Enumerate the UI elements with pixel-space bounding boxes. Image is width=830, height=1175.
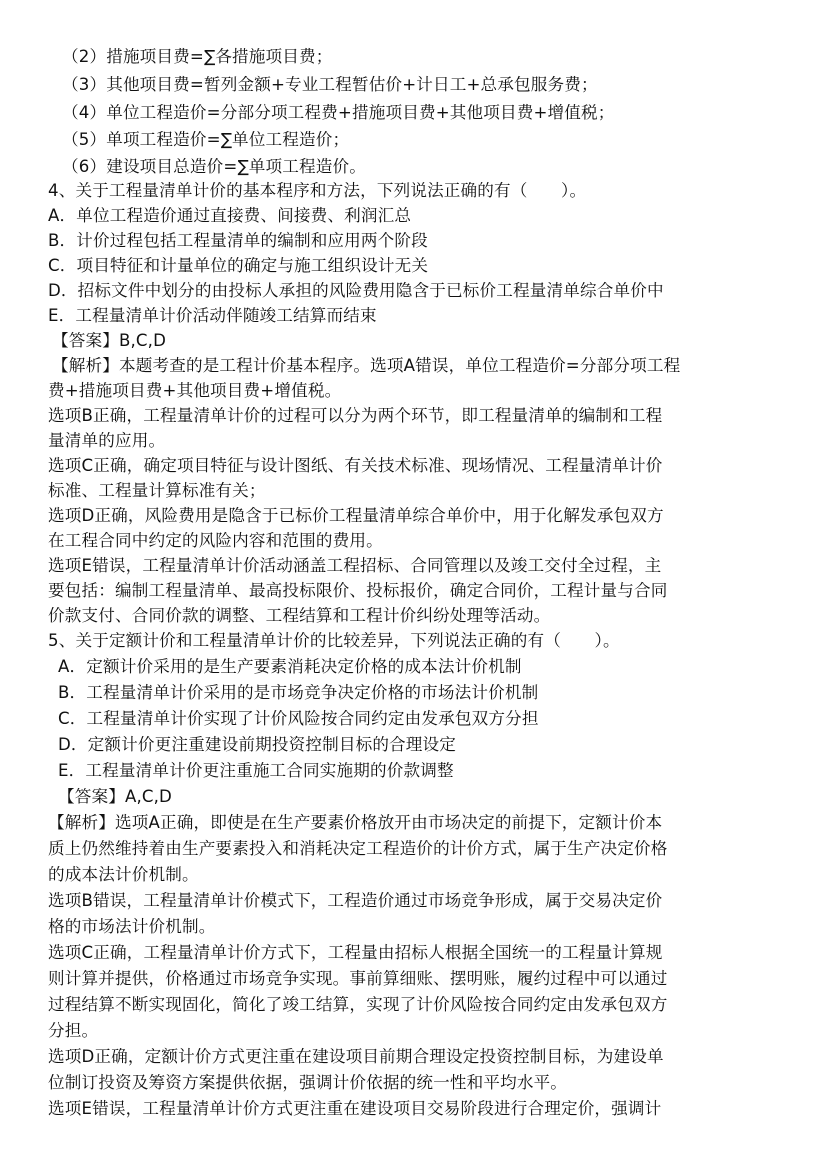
- analysis-line: 质上仍然维持着由生产要素投入和消耗决定工程造价的计价方式，属于生产决定价格: [48, 839, 668, 858]
- analysis-line: 位制订投资及筹资方案提供依据，强调计价依据的统一性和平均水平。: [48, 1073, 568, 1092]
- question-4-option-a: A．单位工程造价通过直接费、间接费、利润汇总: [48, 206, 412, 225]
- analysis-line: 选项C正确，工程量清单计价方式下，工程量由招标人根据全国统一的工程量计算规: [48, 943, 663, 962]
- question-5-answer: 【答案】A,C,D: [58, 787, 172, 806]
- analysis-line: 选项D正确，风险费用是隐含于已标价工程量清单综合单价中，用于化解发承包双方: [48, 506, 664, 525]
- question-4-option-b: B．计价过程包括工程量清单的编制和应用两个阶段: [48, 231, 428, 250]
- analysis-line: 选项E错误，工程量清单计价方式更注重在建设项目交易阶段进行合理定价，强调计: [48, 1099, 662, 1118]
- analysis-line: 分担。: [48, 1021, 99, 1040]
- analysis-line: 价款支付、合同价款的调整、工程结算和工程计价纠纷处理等活动。: [48, 606, 551, 625]
- analysis-line: 量清单的应用。: [48, 431, 166, 450]
- analysis-line: 标准、工程量计算标准有关；: [48, 481, 266, 500]
- text-line: （3）其他项目费=暂列金额+专业工程暂估价+计日工+总承包服务费；: [62, 75, 598, 94]
- text-line: （6）建设项目总造价=∑单项工程造价。: [62, 157, 366, 176]
- analysis-line: 格的市场法计价机制。: [48, 917, 216, 936]
- question-4-option-d: D．招标文件中划分的由投标人承担的风险费用隐含于已标价工程量清单综合单价中: [48, 281, 664, 300]
- question-5-option-e: E．工程量清单计价更注重施工合同实施期的价款调整: [58, 761, 454, 780]
- question-5-stem: 5、关于定额计价和工程量清单计价的比较差异，下列说法正确的有（ ）。: [48, 631, 620, 650]
- text-line: （4）单位工程造价=分部分项工程费+措施项目费+其他项目费+增值税；: [62, 103, 615, 122]
- analysis-line: 则计算并提供，价格通过市场竞争实现。事前算细账、摆明账，履约过程中可以通过: [48, 969, 668, 988]
- analysis-line: 选项D正确，定额计价方式更注重在建设项目前期合理设定投资控制目标，为建设单: [48, 1047, 664, 1066]
- question-4-stem: 4、关于工程量清单计价的基本程序和方法，下列说法正确的有（ ）。: [48, 181, 587, 200]
- text-line: （5）单项工程造价=∑单位工程造价；: [62, 130, 350, 149]
- analysis-line: 要包括：编制工程量清单、最高投标限价、投标报价，确定合同价，工程计量与合同: [48, 581, 668, 600]
- text-line: （2）措施项目费=∑各措施项目费；: [62, 47, 333, 66]
- question-5-option-c: C．工程量清单计价实现了计价风险按合同约定由发承包双方分担: [58, 709, 539, 728]
- question-4-answer: 【答案】B,C,D: [52, 331, 167, 350]
- analysis-line: 选项B错误，工程量清单计价模式下，工程造价通过市场竞争形成，属于交易决定价: [48, 891, 663, 910]
- question-5-option-a: A．定额计价采用的是生产要素消耗决定价格的成本法计价机制: [58, 657, 522, 676]
- question-4-option-e: E．工程量清单计价活动伴随竣工结算而结束: [48, 306, 377, 325]
- question-5-option-b: B．工程量清单计价采用的是市场竞争决定价格的市场法计价机制: [58, 683, 539, 702]
- question-4-option-c: C．项目特征和计量单位的确定与施工组织设计无关: [48, 256, 429, 275]
- analysis-line: 选项C正确，确定项目特征与设计图纸、有关技术标准、现场情况、工程量清单计价: [48, 456, 663, 475]
- analysis-line: 的成本法计价机制。: [48, 865, 199, 884]
- analysis-line: 【解析】选项A正确，即使是在生产要素价格放开由市场决定的前提下，定额计价本: [48, 813, 663, 832]
- analysis-line: 选项E错误，工程量清单计价活动涵盖工程招标、合同管理以及竣工交付全过程，主: [48, 556, 662, 575]
- analysis-line: 费+措施项目费+其他项目费+增值税。: [48, 381, 342, 400]
- question-5-option-d: D．定额计价更注重建设前期投资控制目标的合理设定: [58, 735, 457, 754]
- analysis-line: 【解析】本题考查的是工程计价基本程序。选项A错误，单位工程造价=分部分项工程: [52, 356, 681, 375]
- analysis-line: 在工程合同中约定的风险内容和范围的费用。: [48, 531, 383, 550]
- analysis-line: 过程结算不断实现固化，简化了竣工结算，实现了计价风险按合同约定由发承包双方: [48, 995, 668, 1014]
- analysis-line: 选项B正确，工程量清单计价的过程可以分为两个环节，即工程量清单的编制和工程: [48, 406, 663, 425]
